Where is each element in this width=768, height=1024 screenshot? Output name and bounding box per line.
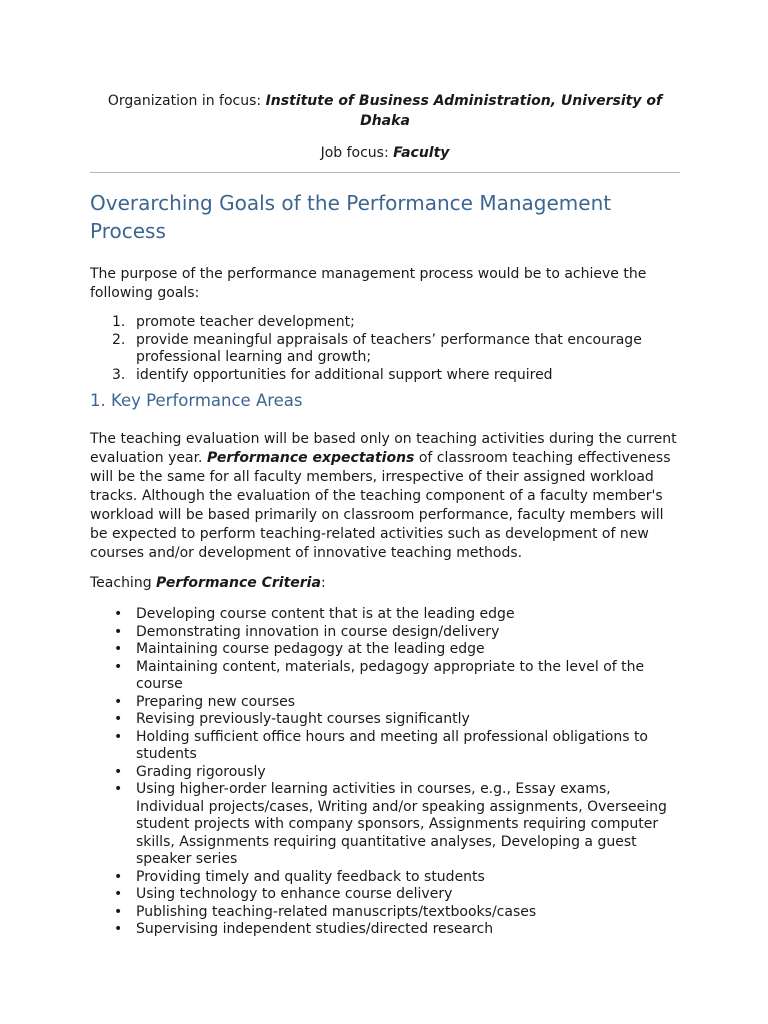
section-title: Overarching Goals of the Performance Management Process bbox=[90, 191, 612, 243]
criteria-item bbox=[90, 729, 680, 764]
criteria-item bbox=[90, 869, 680, 887]
organization-label: Organization in focus: bbox=[107, 93, 266, 109]
bullet-icon: • bbox=[114, 658, 123, 675]
criteria-item bbox=[90, 921, 680, 939]
bullet-icon: • bbox=[114, 711, 123, 727]
key-performance-areas-heading: 1. Key Performance Areas bbox=[90, 391, 303, 410]
performance-criteria-emphasis: Performance Criteria bbox=[156, 575, 321, 591]
criteria-item bbox=[90, 764, 680, 782]
job-focus-line bbox=[90, 143, 680, 163]
goal-text: provide meaningful appraisals of teachers’ performance that encourage professional learning and growth; bbox=[136, 331, 642, 365]
document-content bbox=[90, 91, 680, 939]
goal-number: 2. bbox=[112, 331, 126, 348]
criteria-text: Using technology to enhance course delivery bbox=[136, 886, 453, 902]
teaching-evaluation-paragraph bbox=[90, 430, 680, 563]
bullet-icon: • bbox=[114, 606, 123, 622]
header-divider bbox=[90, 172, 680, 173]
bullet-icon: • bbox=[114, 641, 123, 657]
organization-line bbox=[90, 91, 680, 131]
teaching-text-part1: The teaching evaluation will be based only on teaching activities during the current evaluation year. bbox=[90, 431, 677, 466]
criteria-text: Maintaining course pedagogy at the leading edge bbox=[136, 641, 485, 657]
teaching-text-part2: of classroom teaching effectiveness will be the same for all faculty members, irrespective of their assigned workload tracks. Although the evaluation of the teaching component of a faculty member's workload will be based primarily on classroom performance, faculty members will be expected to perform teaching-related activities such as development of new courses and/or development of innovative teaching methods. bbox=[90, 450, 671, 561]
criteria-text: Grading rigorously bbox=[136, 763, 266, 780]
criteria-item bbox=[90, 606, 680, 624]
goal-item bbox=[90, 314, 680, 332]
bullet-icon: • bbox=[114, 623, 123, 640]
bullet-icon: • bbox=[114, 781, 123, 797]
bullet-icon: • bbox=[114, 903, 123, 920]
criteria-text: Maintaining content, materials, pedagogy appropriate to the level of the course bbox=[136, 658, 645, 692]
goal-number: 1. bbox=[112, 314, 126, 330]
bullet-icon: • bbox=[114, 921, 123, 937]
criteria-text: Demonstrating innovation in course design/delivery bbox=[136, 623, 500, 640]
goal-text: promote teacher development; bbox=[136, 314, 355, 330]
criteria-text: Using higher-order learning activities in courses, e.g., Essay exams, Individual projects/cases, Writing and/or speaking assignments, Overseeing student projects with company sponsors, Assignments requiring computer skills, Assignments requiring quantitative analyses, Developing a guest speaker series bbox=[136, 781, 667, 867]
criteria-item bbox=[90, 904, 680, 922]
goals-list bbox=[90, 314, 680, 384]
criteria-item bbox=[90, 781, 680, 869]
criteria-text: Publishing teaching-related manuscripts/textbooks/cases bbox=[136, 903, 537, 920]
criteria-list bbox=[90, 606, 680, 939]
goal-number: 3. bbox=[112, 366, 126, 383]
criteria-item bbox=[90, 659, 680, 694]
criteria-item bbox=[90, 624, 680, 642]
criteria-text: Developing course content that is at the leading edge bbox=[136, 606, 515, 622]
criteria-text: Supervising independent studies/directed research bbox=[136, 921, 494, 937]
performance-expectations-emphasis: Performance expectations bbox=[206, 450, 415, 466]
criteria-intro-suffix: : bbox=[320, 575, 326, 591]
goal-text: identify opportunities for additional support where required bbox=[136, 366, 553, 383]
bullet-icon: • bbox=[114, 868, 123, 885]
criteria-item bbox=[90, 886, 680, 904]
bullet-icon: • bbox=[114, 693, 123, 710]
job-focus-value: Faculty bbox=[393, 145, 450, 161]
purpose-paragraph: The purpose of the performance management process would be to achieve the following goals: bbox=[90, 266, 647, 301]
organization-value: Institute of Business Administration, University of Dhaka bbox=[265, 93, 663, 129]
bullet-icon: • bbox=[114, 763, 123, 780]
criteria-text: Holding sufficient office hours and meeting all professional obligations to students bbox=[136, 728, 648, 762]
criteria-intro bbox=[90, 574, 680, 593]
criteria-text: Preparing new courses bbox=[136, 693, 296, 710]
criteria-item bbox=[90, 694, 680, 712]
criteria-text: Revising previously-taught courses significantly bbox=[136, 711, 470, 727]
criteria-item bbox=[90, 711, 680, 729]
criteria-intro-prefix: Teaching bbox=[90, 575, 157, 591]
goal-item bbox=[90, 367, 680, 385]
goal-item bbox=[90, 332, 680, 367]
bullet-icon: • bbox=[114, 728, 123, 745]
bullet-icon: • bbox=[114, 886, 123, 902]
criteria-text: Providing timely and quality feedback to students bbox=[136, 868, 485, 885]
criteria-item bbox=[90, 641, 680, 659]
job-focus-label: Job focus: bbox=[320, 145, 394, 161]
